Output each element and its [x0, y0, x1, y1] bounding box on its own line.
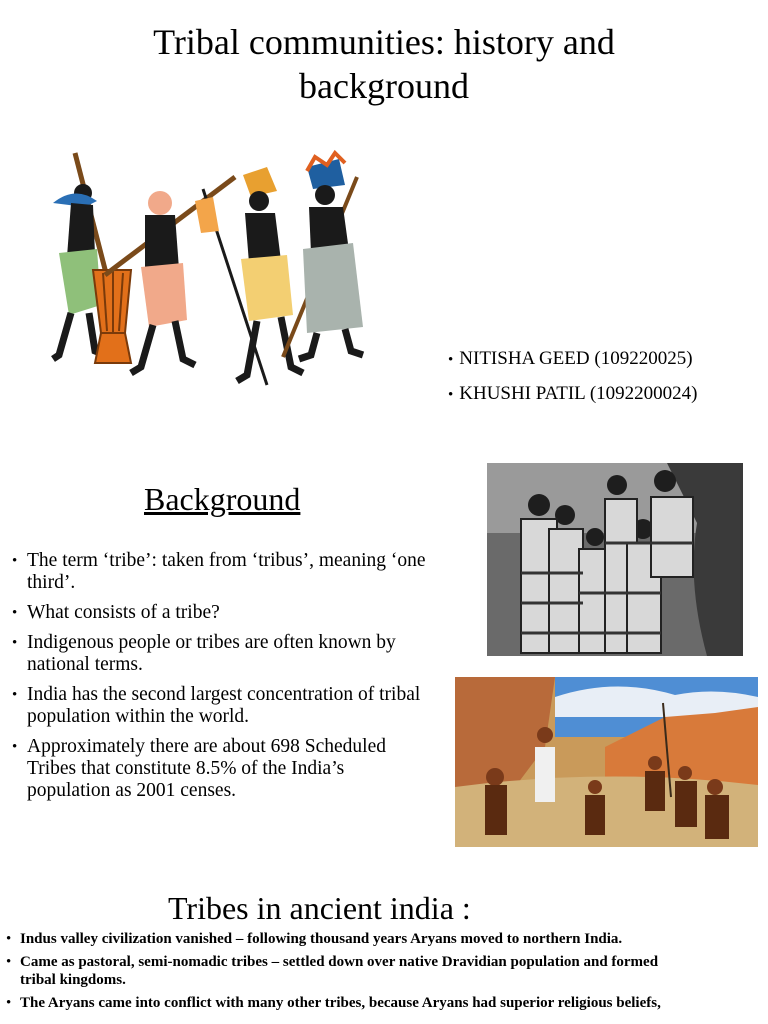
background-bullet [12, 684, 482, 728]
bullet-line: • The term ‘tribe’: taken from ‘tribus’, meaning ‘one [27, 550, 426, 571]
authors-list [448, 342, 697, 412]
bullet-line: • The Aryans came into conflict with many other tribes, because Aryans had superior religious beliefs, [20, 995, 661, 1011]
ancient-tribes-painting [455, 677, 758, 847]
background-bullet [12, 736, 482, 802]
ancient-heading: Tribes in ancient india : [168, 890, 471, 926]
page-title [0, 20, 768, 108]
background-bullet [12, 550, 482, 594]
ancient-bullet-list [6, 930, 762, 1017]
bullet-line: Tribes that constitute 8.5% of the India’s [27, 758, 345, 779]
bullet-line: • Came as pastoral, semi-nomadic tribes – settled down over native Dravidian population and formed [20, 954, 659, 970]
tribal-family-photo [487, 463, 743, 656]
dancer-figure-4 [283, 153, 363, 359]
background-bullet [12, 632, 482, 676]
ancient-bullet [6, 953, 762, 989]
dancer-figure-1 [53, 153, 131, 363]
bullet-line: • Indus valley civilization vanished – following thousand years Aryans moved to northern India. [20, 931, 623, 947]
title-line-1: Tribal communities: history and [153, 22, 615, 62]
bullet-line: • What consists of a tribe? [27, 602, 220, 623]
background-bullet [12, 602, 482, 624]
background-bullet-list [12, 550, 482, 810]
tribal-dancers-illustration [45, 145, 375, 405]
author-item: • KHUSHI PATIL (1092200024) [448, 377, 697, 412]
bullet-line: • India has the second largest concentration of tribal [27, 684, 421, 705]
ancient-bullet [6, 994, 762, 1012]
bullet-line: national terms. [27, 654, 143, 675]
bullet-line: population as 2001 censes. [27, 780, 237, 801]
background-heading: Background [144, 481, 301, 517]
author-item: • NITISHA GEED (109220025) [448, 342, 697, 377]
title-line-2: background [299, 66, 469, 106]
bullet-line: tribal kingdoms. [20, 972, 126, 988]
ancient-bullet [6, 930, 762, 948]
bullet-line: • Approximately there are about 698 Scheduled [27, 736, 387, 757]
bullet-line: population within the world. [27, 706, 250, 727]
bullet-line: third’. [27, 572, 76, 593]
bullet-line: • Indigenous people or tribes are often known by [27, 632, 396, 653]
